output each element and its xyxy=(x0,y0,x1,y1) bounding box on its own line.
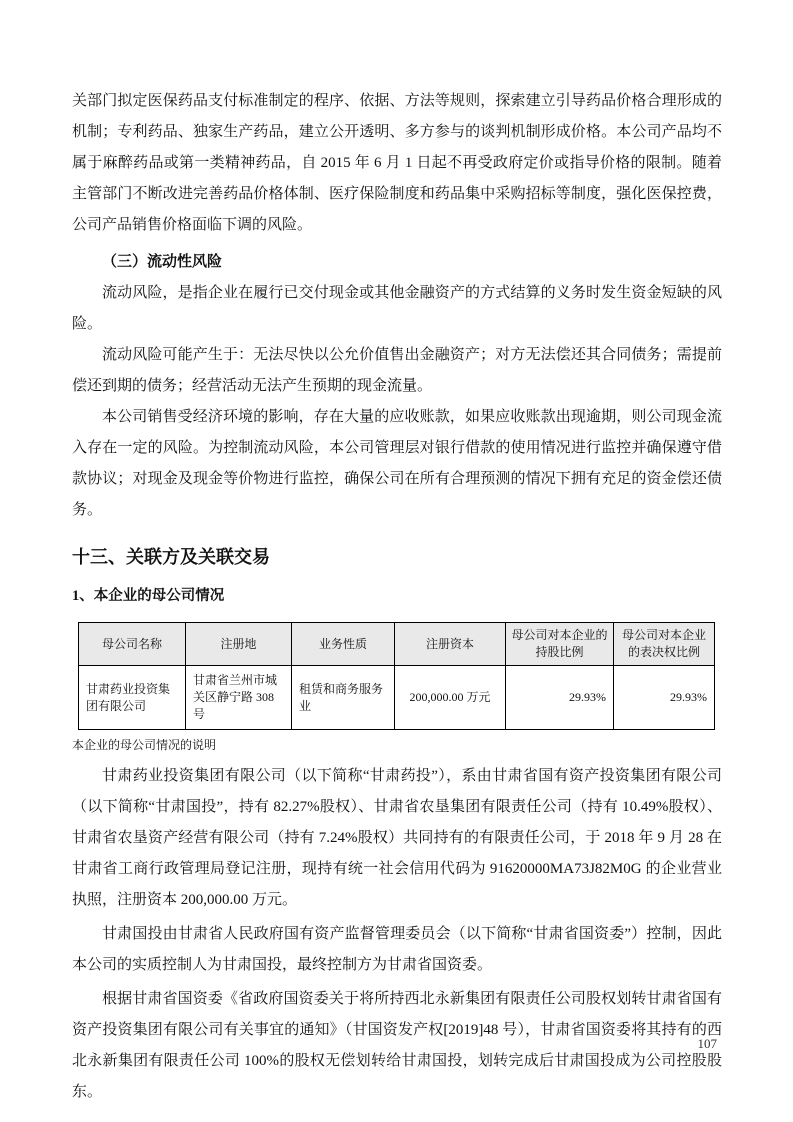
page-number: 107 xyxy=(697,1036,717,1051)
cell-shareholding-ratio: 29.93% xyxy=(506,666,614,730)
table-row xyxy=(79,666,715,730)
cell-registered-place: 甘肃省兰州市城关区静宁路 308 号 xyxy=(186,666,292,730)
paragraph-liquidity-sources: 流动风险可能产生于：无法尽快以公允价值售出金融资产；对方无法偿还其合同债务；需提前偿还到期的债务；经营活动无法产生预期的现金流量。 xyxy=(72,347,722,394)
table-header-row xyxy=(79,623,715,666)
paragraph-actual-controller: 甘肃国投由甘肃省人民政府国有资产监督管理委员会（以下简称“甘肃省国资委”）控制，因此本公司的实质控制人为甘肃国投，最终控制方为甘肃省国资委。 xyxy=(72,926,722,973)
cell-voting-ratio: 29.93% xyxy=(614,666,715,730)
col-header-parent-name: 母公司名称 xyxy=(79,623,186,666)
section-heading-related-parties: 十三、关联方及关联交易 xyxy=(72,547,270,567)
paragraph-equity-transfer: 根据甘肃省国资委《省政府国资委关于将所持西北永新集团有限责任公司股权划转甘肃省国有资产投资集团有限公司有关事宜的通知》（甘国资发产权[2019]48 号），甘肃省国资委将其持有的西北永新集团有限责任公司 100%的股权无偿划转给甘肃国投，划转完成后甘肃国投成为公司控股股东。 xyxy=(72,991,722,1100)
parent-company-table xyxy=(78,622,715,730)
page-content xyxy=(72,86,722,1108)
cell-registered-capital: 200,000.00 万元 xyxy=(395,666,506,730)
table-note: 本企业的母公司情况的说明 xyxy=(72,738,217,752)
paragraph-liquidity-control: 本公司销售受经济环境的影响，存在大量的应收账款，如果应收账款出现逾期，则公司现金流入存在一定的风险。为控制流动风险，本公司管理层对银行借款的使用情况进行监控并确保遵守借款协议；对现金及现金等价物进行监控，确保公司在所有合理预测的情况下拥有充足的资金偿还债务。 xyxy=(72,409,722,518)
col-header-business-nature: 业务性质 xyxy=(292,623,395,666)
col-header-registered-place: 注册地 xyxy=(186,623,292,666)
col-header-voting-ratio: 母公司对本企业的表决权比例 xyxy=(614,623,715,666)
col-header-shareholding-ratio: 母公司对本企业的持股比例 xyxy=(506,623,614,666)
cell-business-nature: 租赁和商务服务业 xyxy=(292,666,395,730)
heading-liquidity-risk: （三）流动性风险 xyxy=(102,254,223,270)
col-header-registered-capital: 注册资本 xyxy=(395,623,506,666)
subheading-parent-company: 1、本企业的母公司情况 xyxy=(72,588,225,604)
paragraph-price-risk: 关部门拟定医保药品支付标准制定的程序、依据、方法等规则，探索建立引导药品价格合理形成的机制；专利药品、独家生产药品，建立公开透明、多方参与的谈判机制形成价格。本公司产品均不属于麻醉药品或第一类精神药品，自 2015 年 6 月 1 日起不再受政府定价或指导价格的限制。随着主管部门不断改进完善药品价格体制、医疗保险制度和药品集中采购招标等制度，强化医保控费，公司产品销售价格面临下调的风险。 xyxy=(72,93,722,233)
cell-parent-name: 甘肃药业投资集团有限公司 xyxy=(79,666,186,730)
paragraph-liquidity-definition: 流动风险，是指企业在履行已交付现金或其他金融资产的方式结算的义务时发生资金短缺的风险。 xyxy=(72,285,722,332)
paragraph-parent-company-detail: 甘肃药业投资集团有限公司（以下简称“甘肃药投”），系由甘肃省国有资产投资集团有限公司（以下简称“甘肃国投”，持有 82.27%股权）、甘肃省农垦集团有限责任公司（持有 10.49%股权）、甘肃省农垦资产经营有限公司（持有 7.24%股权）共同持有的有限责任公司，于 2018 年 9 月 28 在甘肃省工商行政管理局登记注册，现持有统一社会信用代码为 91620000MA73J82M0G 的企业营业执照，注册资本 200,000.00 万元。 xyxy=(72,768,722,908)
